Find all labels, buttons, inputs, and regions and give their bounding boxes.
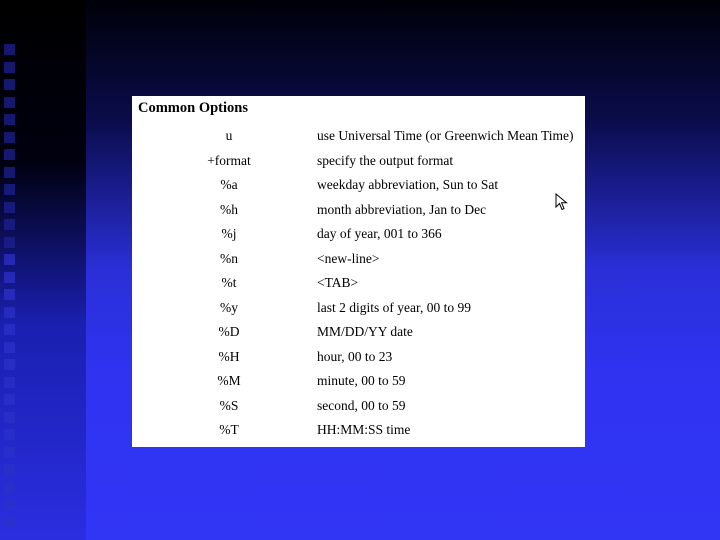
table-row: [132, 324, 585, 344]
option-description: last 2 digits of year, 00 to 99: [317, 300, 471, 315]
square-bullet-icon: [4, 429, 15, 440]
square-bullet-icon: [4, 167, 15, 178]
square-bullet-icon: [4, 132, 15, 143]
square-bullet-icon: [4, 394, 15, 405]
square-bullet-icon: [4, 342, 15, 353]
option-name: %t: [221, 275, 237, 290]
option-description: day of year, 001 to 366: [317, 226, 442, 241]
table-row: [132, 398, 585, 418]
option-description: month abbreviation, Jan to Dec: [317, 202, 487, 217]
table-row: [132, 349, 585, 369]
table-row: [132, 275, 585, 295]
left-decoration-strip: [0, 0, 86, 540]
table-row: [132, 128, 585, 148]
table-row: [132, 422, 585, 442]
square-bullet-icon: [4, 184, 15, 195]
square-bullet-icon: [4, 202, 15, 213]
square-bullet-icon: [4, 307, 15, 318]
option-description: MM/DD/YY date: [317, 324, 413, 339]
square-bullet-icon: [4, 79, 15, 90]
square-bullet-icon: [4, 114, 15, 125]
option-name: %n: [220, 251, 238, 266]
square-bullets-column: [4, 44, 20, 540]
square-bullet-icon: [4, 289, 15, 300]
square-bullet-icon: [4, 464, 15, 475]
table-row: [132, 226, 585, 246]
square-bullet-icon: [4, 97, 15, 108]
option-name: %H: [218, 349, 240, 364]
option-name: %a: [220, 177, 238, 192]
square-bullet-icon: [4, 272, 15, 283]
square-bullet-icon: [4, 219, 15, 230]
square-bullet-icon: [4, 499, 15, 510]
option-description: hour, 00 to 23: [317, 349, 393, 364]
table-row: [132, 251, 585, 271]
option-description: HH:MM:SS time: [317, 422, 411, 437]
option-description: use Universal Time (or Greenwich Mean Time): [317, 128, 574, 143]
square-bullet-icon: [4, 254, 15, 265]
option-name: %h: [220, 202, 238, 217]
option-name: %S: [219, 398, 239, 413]
square-bullet-icon: [4, 62, 15, 73]
option-name: %T: [219, 422, 239, 437]
table-heading: Common Options: [138, 100, 248, 116]
option-name: u: [225, 128, 233, 143]
option-description: second, 00 to 59: [317, 398, 406, 413]
square-bullet-icon: [4, 447, 15, 458]
square-bullet-icon: [4, 412, 15, 423]
table-row: [132, 300, 585, 320]
table-row: [132, 202, 585, 222]
square-bullet-icon: [4, 517, 15, 528]
option-name: %M: [217, 373, 241, 388]
option-name: %D: [218, 324, 240, 339]
option-description: specify the output format: [317, 153, 454, 168]
square-bullet-icon: [4, 377, 15, 388]
square-bullet-icon: [4, 44, 15, 55]
table-row: [132, 177, 585, 197]
option-name: %j: [221, 226, 237, 241]
square-bullet-icon: [4, 149, 15, 160]
square-bullet-icon: [4, 237, 15, 248]
square-bullet-icon: [4, 482, 15, 493]
option-description: minute, 00 to 59: [317, 373, 406, 388]
table-row: [132, 373, 585, 393]
option-description: <TAB>: [317, 275, 359, 290]
option-description: weekday abbreviation, Sun to Sat: [317, 177, 499, 192]
square-bullet-icon: [4, 359, 15, 370]
table-row: [132, 153, 585, 173]
option-name: +format: [207, 153, 251, 168]
options-table-image: [132, 96, 585, 447]
option-description: <new-line>: [317, 251, 380, 266]
option-name: %y: [220, 300, 238, 315]
square-bullet-icon: [4, 324, 15, 335]
mouse-pointer-icon: [555, 193, 569, 211]
